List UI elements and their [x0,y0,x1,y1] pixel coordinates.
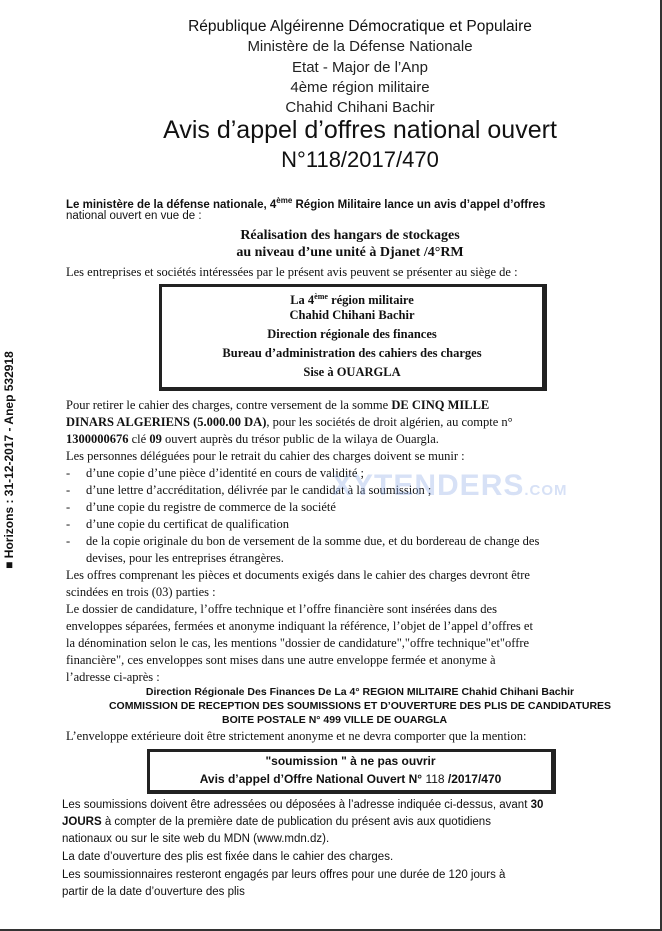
address-line-1: La 4ème région militaire [290,292,414,308]
present-line: Les entreprises et sociétés intéressées par le présent avis peuvent se présenter au siège de : [66,265,518,279]
address-line-3: Direction régionale des finances [267,327,437,341]
sidebar-text: ■ Horizons : 31-12-2017 - Anep 532918 [2,351,16,569]
doc-item-continuation: devises, pour les entreprises étrangères. [86,551,284,565]
person-line: Chahid Chihani Bachir [285,99,435,116]
closing-line: JOURS à compter de la première date de publication du présent avis aux quotidiens [62,816,491,828]
object-line-1: Réalisation des hangars de stockages [240,228,460,243]
republic-line: République Algéirenne Démocratique et Populaire [188,18,532,35]
commission-line-2: COMMISSION DE RECEPTION DES SOUMISSIONS ET D’OUVERTURE DES PLIS DE CANDIDATURES [108,700,612,712]
doc-item: - d’une copie d’une pièce d’identité en cours de validité ; [66,466,365,480]
notice-title: Avis d’appel d’offres national ouvert [163,116,557,144]
doc-item: - de la copie originale du bon de versement de la somme due, et du bordereau de change des [66,534,540,548]
closing-line: Les soumissions doivent être adressées ou déposées à l’adresse indiquée ci-dessus, avant 30 [62,799,544,811]
doc-item: - d’une copie du certificat de qualification [66,517,290,531]
mention-line-1: "soumission " à ne pas ouvrir [265,754,436,768]
closing-line: partir de la date d’ouverture des plis [62,886,245,898]
offers-line: l’adresse ci-après : [66,670,160,684]
offers-line: Le dossier de candidature, l’offre technique et l’offre financière sont insérées dans des [66,602,497,616]
withdraw-line-4: Les personnes déléguées pour le retrait du cahier des charges doivent se munir : [66,449,465,463]
ministry-line: Ministère de la Défense Nationale [247,38,473,55]
notice-number: N°118/2017/470 [281,147,439,172]
staff-line: Etat - Major de l’Anp [292,59,428,76]
publication-sidebar [1,310,17,610]
withdraw-line-3: 1300000676 clé 09 ouvert auprès du trésor public de la wilaya de Ouargla. [66,432,439,446]
withdraw-line-2: DINARS ALGERIENS (5.000.00 DA), pour les sociétés de droit algérien, au compte n° [66,415,513,429]
address-line-5: Sise à OUARGLA [303,365,401,379]
watermark-logo: XYTENDERS.COM [332,469,568,502]
commission-line-3: BOITE POSTALE N° 499 VILLE DE OUARGLA [222,714,448,726]
closing-line: La date d’ouverture des plis est fixée dans le cahier des charges. [62,851,394,863]
commission-line-1: Direction Régionale Des Finances De La 4° REGION MILITAIRE Chahid Chihani Bachir [145,686,575,698]
object-line-2: au niveau d’une unité à Djanet /4°RM [236,245,464,260]
offers-line: enveloppes séparées, fermées et anonyme indiquant la référence, l’objet de l’appel d’offres et [66,619,533,633]
offers-line: financière", ces enveloppes sont mises dans une autre enveloppe fermée et anonyme à [66,653,496,667]
doc-item: - d’une lettre d’accréditation, délivrée par le candidat à la soumission ; [66,483,432,497]
address-line-2: Chahid Chihani Bachir [289,308,415,322]
doc-item: - d’une copie du registre de commerce de la société [66,500,336,514]
offers-line: Les offres comprenant les pièces et documents exigés dans le cahier des charges devront être [66,568,530,582]
mention-box [147,749,556,794]
address-line-4: Bureau d’administration des cahiers des charges [222,346,482,360]
offers-line: la dénomination selon le cas, les mentions "dossier de candidature","offre technique"et"offre [66,636,530,650]
envelope-line: L’enveloppe extérieure doit être strictement anonyme et ne devra comporter que la mention: [66,729,527,743]
intro-line-1: Le ministère de la défense nationale, 4ème Région Militaire lance un avis d’appel d’offres [66,196,546,211]
region-line: 4ème région militaire [290,79,430,96]
withdraw-line-1: Pour retirer le cahier des charges, contre versement de la somme DE CINQ MILLE [66,398,490,412]
closing-line: nationaux ou sur le site web du MDN (www.mdn.dz). [62,833,330,845]
closing-line: Les soumissionnaires resteront engagés par leurs offres pour une durée de 120 jours à [62,869,506,881]
offers-line: scindées en trois (03) parties : [66,585,216,599]
intro-line-2: national ouvert en vue de : [66,210,202,222]
mention-line-2: Avis d’appel d’Offre National Ouvert N° 118 /2017/470 [199,772,502,786]
address-box [159,284,547,391]
